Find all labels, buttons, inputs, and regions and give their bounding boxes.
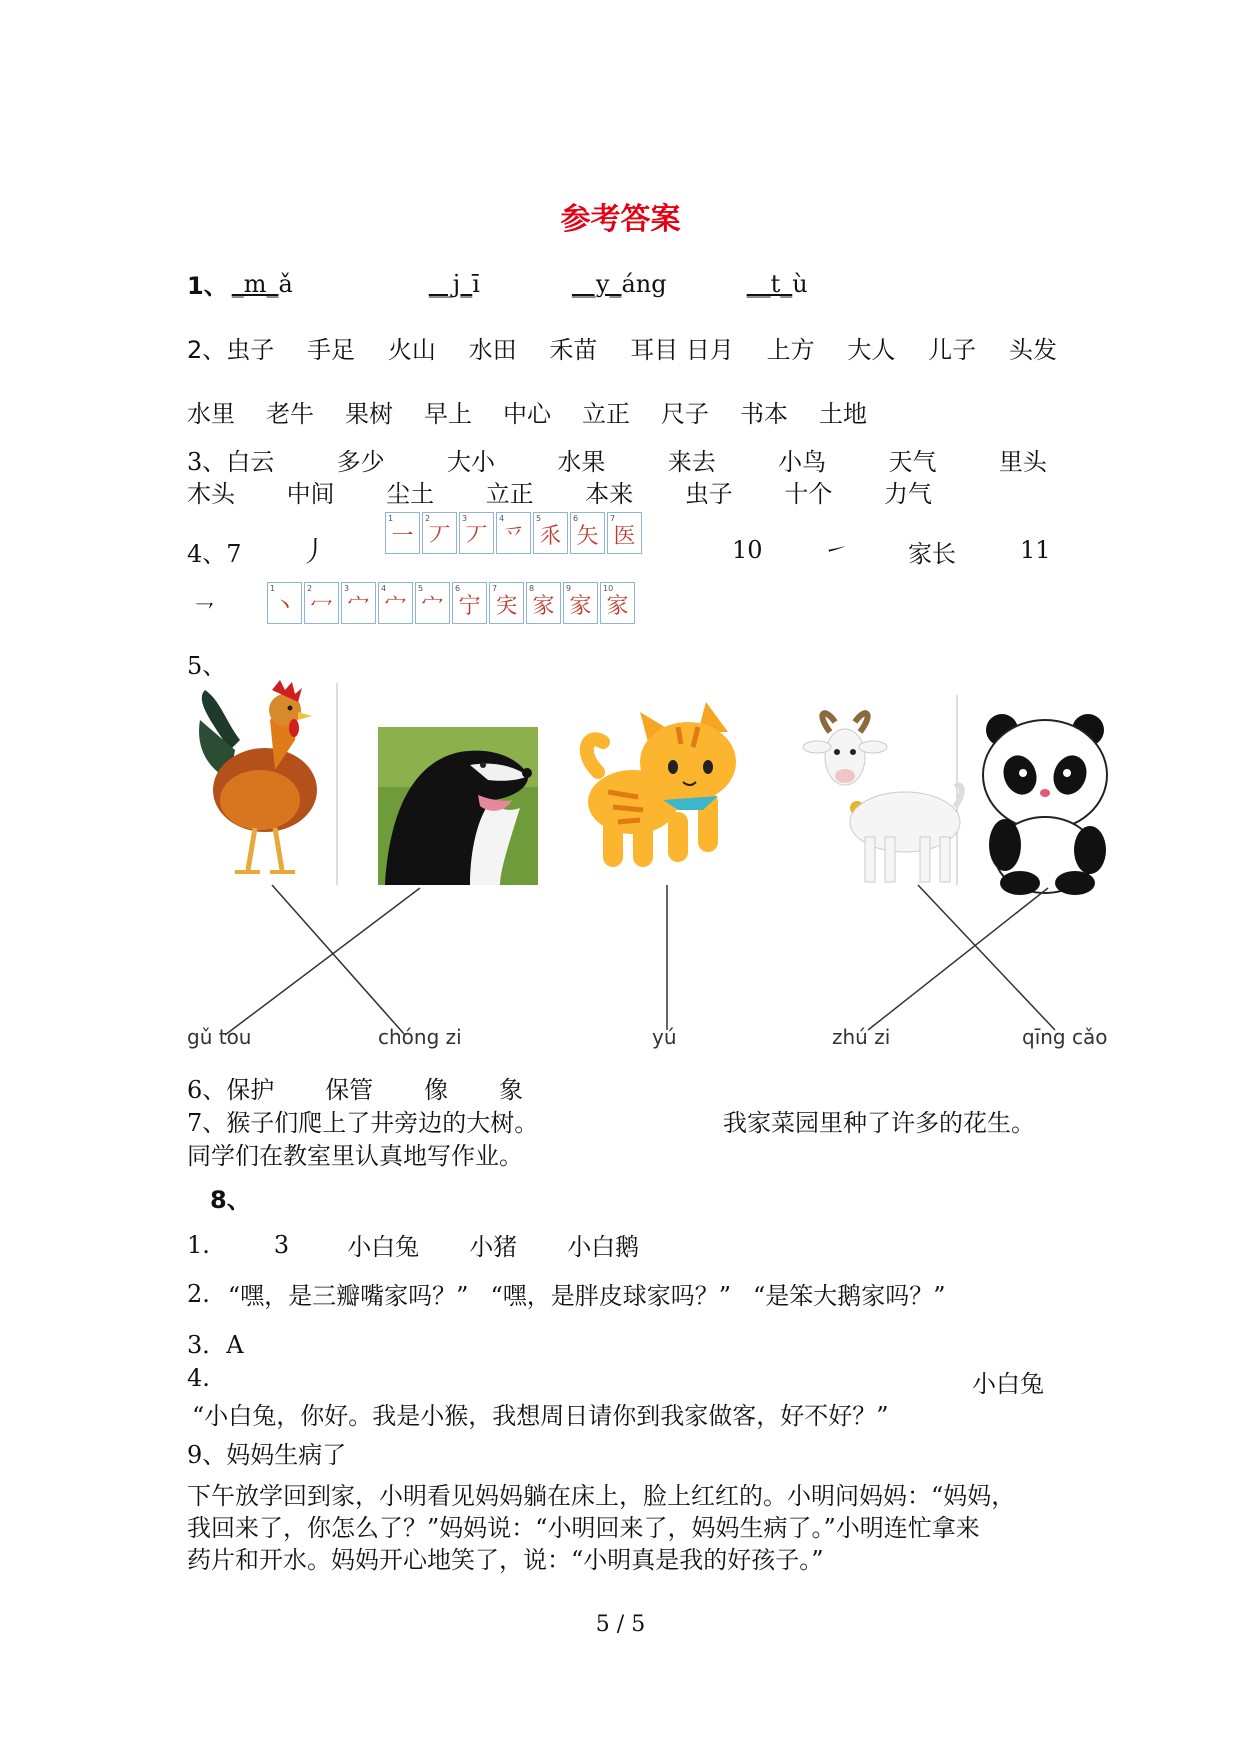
- answer-word: 力气: [883, 480, 932, 508]
- answer-word: 大人: [847, 336, 896, 364]
- rooster-image: [199, 680, 317, 872]
- stroke-box: 6 宁: [452, 582, 487, 624]
- q8-line4-num: 4.: [187, 1364, 210, 1392]
- q9-paragraph-line: 我回来了，你怎么了？”妈妈说：“小明回来了，妈妈生病了。”小明连忙拿来: [187, 1514, 980, 1542]
- answer-word: 像: [424, 1076, 449, 1104]
- answer-word: 里头: [998, 448, 1047, 476]
- dog-image: [378, 727, 538, 885]
- stroke-box: 9 家: [563, 582, 598, 624]
- answer-word: 小白兔: [347, 1233, 420, 1261]
- stroke-box: 1 一: [385, 512, 420, 554]
- answer-word: 小鸟: [778, 448, 827, 476]
- answer-word: 多少: [336, 448, 385, 476]
- answer-word: 早上: [424, 400, 472, 428]
- answer-word: 虫子: [684, 480, 733, 508]
- q7-sentence: 7、猴子们爬上了井旁边的大树。: [187, 1109, 539, 1137]
- page-number: 5 / 5: [595, 1612, 646, 1637]
- q1-blank: __j_: [428, 269, 473, 298]
- answer-word: 木头: [187, 480, 235, 508]
- answer-quote: “是笨大鹅家吗？”: [753, 1282, 946, 1310]
- answer-word: 天气: [888, 448, 937, 476]
- answer-word: 上方: [766, 336, 815, 364]
- q6-row: [187, 1070, 523, 1105]
- stroke-glyph: 丿: [300, 535, 329, 568]
- answer-word: 小白鹅: [567, 1233, 640, 1261]
- q9-title: 9、妈妈生病了: [187, 1441, 347, 1469]
- match-line: [868, 888, 1048, 1030]
- stroke-box: 5 乑: [533, 512, 568, 554]
- answer-word: 尺子: [661, 400, 709, 428]
- panda-image: [983, 714, 1107, 895]
- answer-word: 老牛: [266, 400, 314, 428]
- pinyin-label: chóng zi: [378, 1025, 462, 1049]
- pinyin-label: yú: [652, 1025, 677, 1049]
- stroke-box: 7 宎: [489, 582, 524, 624]
- stroke-box: 2 丆: [422, 512, 457, 554]
- stroke-box: 10 家: [600, 582, 635, 624]
- q1-blank: _m_: [231, 269, 279, 298]
- match-line: [918, 885, 1055, 1030]
- answer-word: 手足: [307, 336, 356, 364]
- q4-num: 10: [732, 536, 763, 564]
- stroke-glyph: ㇀: [823, 536, 850, 566]
- answer-word: 保管: [325, 1076, 374, 1104]
- answer-word: 小猪: [469, 1233, 518, 1261]
- q1-tail: ǎ: [278, 269, 293, 298]
- answer-word: 禾苗: [549, 336, 598, 364]
- answer-word: 立正: [485, 480, 534, 508]
- answer-word: 儿子: [928, 336, 977, 364]
- answer-word: 水田: [468, 336, 517, 364]
- stroke-glyph: ㇖: [192, 596, 216, 624]
- answer-word: 书本: [740, 400, 788, 428]
- q1-tail: ī: [472, 269, 480, 298]
- answer-word: 水里: [187, 400, 235, 428]
- q8-line2: [187, 1276, 946, 1311]
- q5-label: 5、: [187, 652, 227, 680]
- q1-tail: ù: [792, 269, 808, 298]
- pinyin-label: zhú zi: [832, 1025, 891, 1049]
- q8-line4-quote: “小白兔，你好。我是小猴，我想周日请你到我家做客，好不好？”: [192, 1402, 889, 1430]
- q1-blank: __y_: [571, 269, 622, 298]
- stroke-box: 5 宀: [415, 582, 450, 624]
- answer-word: 水果: [557, 448, 606, 476]
- stroke-box: 2 冖: [304, 582, 339, 624]
- stroke-box: 1 丶: [267, 582, 302, 624]
- q9-paragraph-line: 下午放学回到家，小明看见妈妈躺在床上，脸上红红的。小明问妈妈：“妈妈，: [187, 1482, 1016, 1510]
- answer-num: 3: [273, 1230, 290, 1259]
- answer-word: 立正: [582, 400, 630, 428]
- q7-sentence: 同学们在教室里认真地写作业。: [187, 1142, 523, 1170]
- answer-word: 象: [499, 1076, 523, 1104]
- page-title: 参考答案: [560, 202, 681, 237]
- stroke-box: 4 宀: [378, 582, 413, 624]
- answer-word: 头发: [1008, 336, 1057, 364]
- match-line: [225, 888, 420, 1035]
- q1-label: 1、: [187, 272, 228, 300]
- q9-paragraph-line: 药片和开水。妈妈开心地笑了，说：“小明真是我的好孩子。”: [187, 1546, 824, 1574]
- answer-word: 中心: [503, 400, 551, 428]
- goat-image: [803, 713, 962, 882]
- q1-blank: __t_: [746, 269, 793, 298]
- q8-line4-word: 小白兔: [972, 1370, 1044, 1398]
- answer-word: 尘土: [386, 480, 435, 508]
- q7-sentence: 我家菜园里种了许多的花生。: [723, 1109, 1035, 1137]
- stroke-box: 8 家: [526, 582, 561, 624]
- answer-word: 中间: [286, 480, 335, 508]
- q4-num: 11: [1020, 536, 1051, 564]
- stroke-box: 3 丆: [459, 512, 494, 554]
- pinyin-label: gǔ tou: [187, 1025, 252, 1049]
- q8-line1: [187, 1227, 639, 1262]
- answer-word: 耳目 日月: [630, 336, 734, 364]
- answer-word: 来去: [667, 448, 716, 476]
- answer-word: 本来: [585, 480, 634, 508]
- stroke-box: 3 宀: [341, 582, 376, 624]
- answer-num: 2.: [187, 1279, 210, 1308]
- stroke-box: 6 矢: [570, 512, 605, 554]
- answer-word: 火山: [387, 336, 436, 364]
- q4-label: 4、7: [187, 540, 242, 568]
- answer-quote: “嘿，是胖皮球家吗？”: [490, 1282, 731, 1310]
- stroke-box: 4 乊: [496, 512, 531, 554]
- answer-word: 十个: [784, 480, 833, 508]
- q1-tail: áng: [621, 269, 667, 298]
- answer-word: 2、虫子: [187, 336, 275, 364]
- answer-word: 6、保护: [187, 1076, 275, 1104]
- match-line: [272, 885, 405, 1035]
- q8-label: 8、: [210, 1186, 251, 1214]
- pinyin-label: qīng cǎo: [1022, 1025, 1108, 1049]
- answer-quote: “嘿，是三瓣嘴家吗？”: [227, 1282, 469, 1310]
- answer-word: 大小: [447, 448, 496, 476]
- answer-num: 1.: [187, 1230, 210, 1259]
- q8-line3: 3．A: [187, 1331, 244, 1359]
- answer-word: 3、白云: [187, 448, 275, 476]
- cat-image: [587, 702, 736, 867]
- answer-word: 果树: [345, 400, 393, 428]
- q4-word: 家长: [908, 540, 956, 568]
- stroke-box: 7 医: [607, 512, 642, 554]
- answer-word: 土地: [819, 400, 867, 428]
